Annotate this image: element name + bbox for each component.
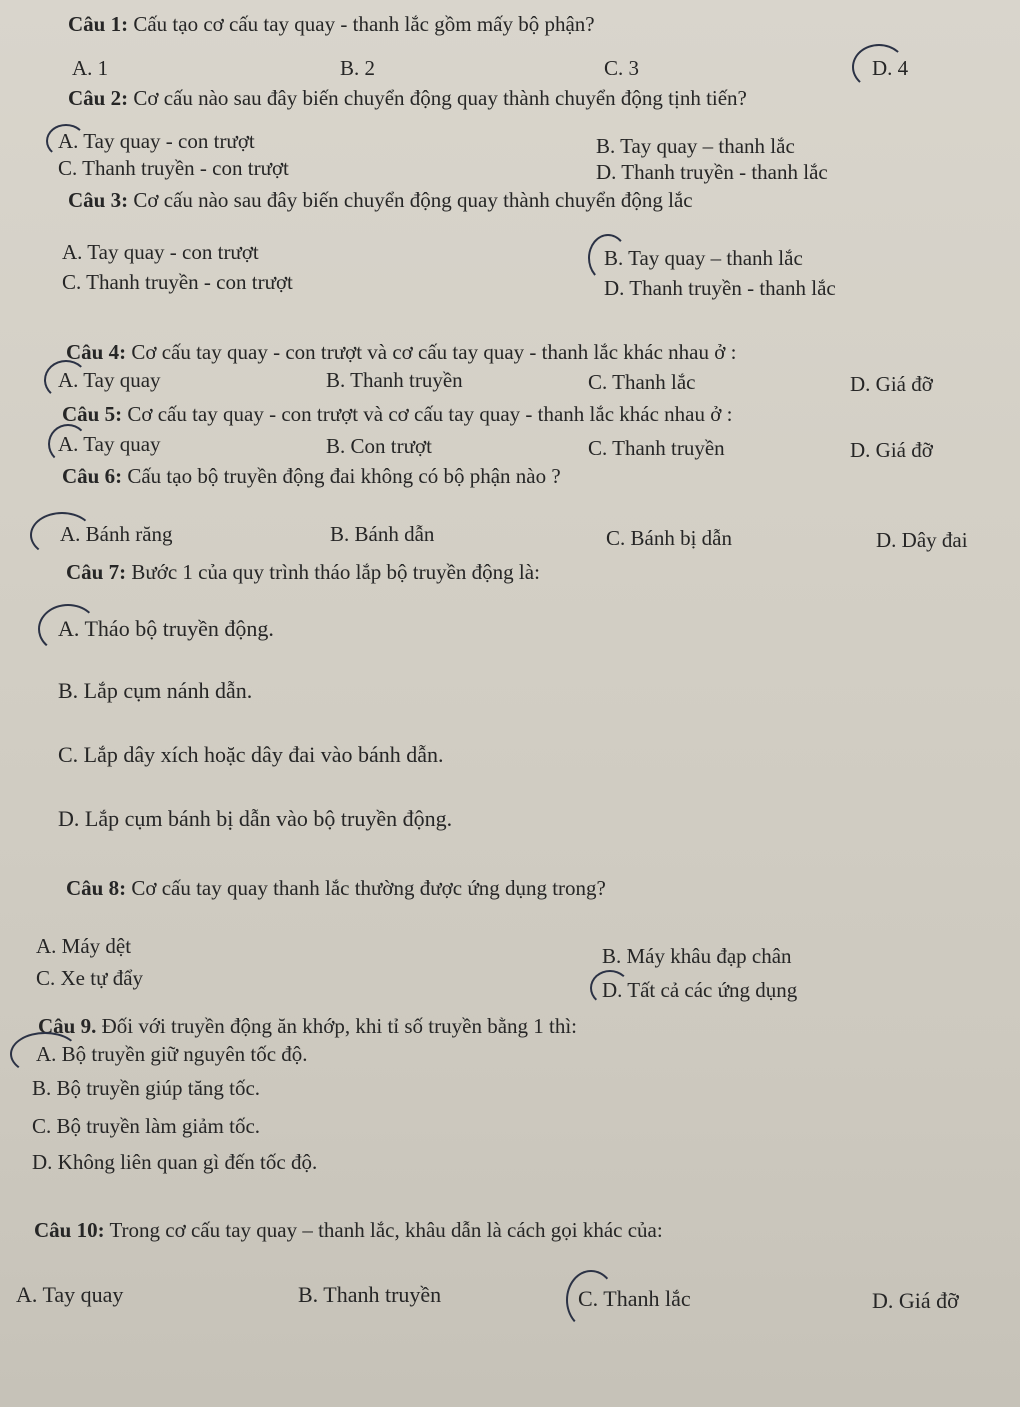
q3-option-c[interactable]: C. Thanh truyền - con trượt: [62, 270, 293, 294]
q6-option-a[interactable]: A. Bánh răng: [60, 522, 173, 546]
q5-option-c[interactable]: C. Thanh truyền: [588, 436, 725, 460]
q7-option-a[interactable]: A. Tháo bộ truyền động.: [58, 616, 274, 641]
q7-option-d[interactable]: D. Lắp cụm bánh bị dẫn vào bộ truyền động.: [58, 806, 453, 831]
q1-option-c[interactable]: C. 3: [604, 56, 640, 80]
q10-option-d[interactable]: D. Giá đỡ: [872, 1288, 959, 1313]
question-text: Cơ cấu nào sau đây biến chuyển động quay thành chuyển động lắc: [133, 188, 693, 212]
q10-option-b[interactable]: B. Thanh truyền: [298, 1282, 442, 1307]
q5-option-b[interactable]: B. Con trượt: [326, 434, 432, 458]
q2-option-b[interactable]: B. Tay quay – thanh lắc: [596, 134, 795, 158]
question-text: Cơ cấu tay quay - con trượt và cơ cấu tay quay - thanh lắc khác nhau ở :: [131, 340, 737, 364]
q3-option-a[interactable]: A. Tay quay - con trượt: [62, 240, 259, 264]
q9-option-a[interactable]: A. Bộ truyền giữ nguyên tốc độ.: [36, 1042, 308, 1066]
question-1: [68, 12, 595, 37]
q8-option-a[interactable]: A. Máy dệt: [36, 934, 132, 958]
question-10: [34, 1218, 663, 1243]
q3-option-b[interactable]: B. Tay quay – thanh lắc: [604, 246, 803, 270]
q4-option-a[interactable]: A. Tay quay: [58, 368, 161, 392]
q9-option-d[interactable]: D. Không liên quan gì đến tốc độ.: [32, 1150, 318, 1174]
question-text: Cấu tạo bộ truyền động đai không có bộ phận nào ?: [127, 464, 561, 488]
q7-option-c[interactable]: C. Lắp dây xích hoặc dây đai vào bánh dẫn.: [58, 742, 444, 767]
question-text: Trong cơ cấu tay quay – thanh lắc, khâu dẫn là cách gọi khác của:: [109, 1218, 663, 1242]
q5-option-d[interactable]: D. Giá đỡ: [850, 438, 933, 462]
question-label: Câu 9.: [38, 1014, 97, 1038]
q1-option-b[interactable]: B. 2: [340, 56, 376, 80]
q8-option-c[interactable]: C. Xe tự đẩy: [36, 966, 144, 990]
question-text: Đối với truyền động ăn khớp, khi tỉ số truyền bằng 1 thì:: [101, 1014, 578, 1038]
q8-option-d[interactable]: D. Tất cả các ứng dụng: [602, 978, 798, 1002]
question-label: Câu 8:: [66, 876, 127, 900]
question-5: [62, 402, 732, 427]
question-4: [66, 340, 736, 365]
question-3: [68, 188, 693, 213]
q6-option-b[interactable]: B. Bánh dẫn: [330, 522, 435, 546]
q4-option-d[interactable]: D. Giá đỡ: [850, 372, 933, 396]
q9-option-b[interactable]: B. Bộ truyền giúp tăng tốc.: [32, 1076, 261, 1100]
q10-option-a[interactable]: A. Tay quay: [16, 1282, 124, 1307]
question-label: Câu 2:: [68, 86, 129, 110]
q3-option-d[interactable]: D. Thanh truyền - thanh lắc: [604, 276, 836, 300]
q2-option-d[interactable]: D. Thanh truyền - thanh lắc: [596, 160, 828, 184]
q6-option-d[interactable]: D. Dây đai: [876, 528, 968, 552]
question-label: Câu 4:: [66, 340, 127, 364]
question-label: Câu 7:: [66, 560, 127, 584]
question-text: Cấu tạo cơ cấu tay quay - thanh lắc gồm mấy bộ phận?: [133, 12, 595, 36]
question-label: Câu 6:: [62, 464, 123, 488]
question-text: Cơ cấu nào sau đây biến chuyển động quay thành chuyển động tịnh tiến?: [133, 86, 747, 110]
question-6: [62, 464, 561, 489]
question-2: [68, 86, 747, 111]
q6-option-c[interactable]: C. Bánh bị dẫn: [606, 526, 732, 550]
q2-option-a[interactable]: A. Tay quay - con trượt: [58, 129, 255, 153]
q1-option-d[interactable]: D. 4: [872, 56, 909, 80]
question-text: Cơ cấu tay quay thanh lắc thường được ứng dụng trong?: [131, 876, 606, 900]
q7-option-b[interactable]: B. Lắp cụm nánh dẫn.: [58, 678, 253, 703]
q4-option-b[interactable]: B. Thanh truyền: [326, 368, 463, 392]
q4-option-c[interactable]: C. Thanh lắc: [588, 370, 696, 394]
q9-option-c[interactable]: C. Bộ truyền làm giảm tốc.: [32, 1114, 261, 1138]
question-text: Bước 1 của quy trình tháo lắp bộ truyền động là:: [131, 560, 540, 584]
q2-option-c[interactable]: C. Thanh truyền - con trượt: [58, 156, 289, 180]
question-text: Cơ cấu tay quay - con trượt và cơ cấu tay quay - thanh lắc khác nhau ở :: [127, 402, 733, 426]
question-label: Câu 3:: [68, 188, 129, 212]
question-8: [66, 876, 606, 901]
question-7: [66, 560, 540, 585]
question-label: Câu 1:: [68, 12, 129, 36]
q8-option-b[interactable]: B. Máy khâu đạp chân: [602, 944, 792, 968]
q5-option-a[interactable]: A. Tay quay: [58, 432, 161, 456]
question-label: Câu 5:: [62, 402, 123, 426]
q1-option-a[interactable]: A. 1: [72, 56, 109, 80]
question-label: Câu 10:: [34, 1218, 105, 1242]
q10-option-c[interactable]: C. Thanh lắc: [578, 1286, 691, 1311]
question-9: [38, 1014, 577, 1039]
